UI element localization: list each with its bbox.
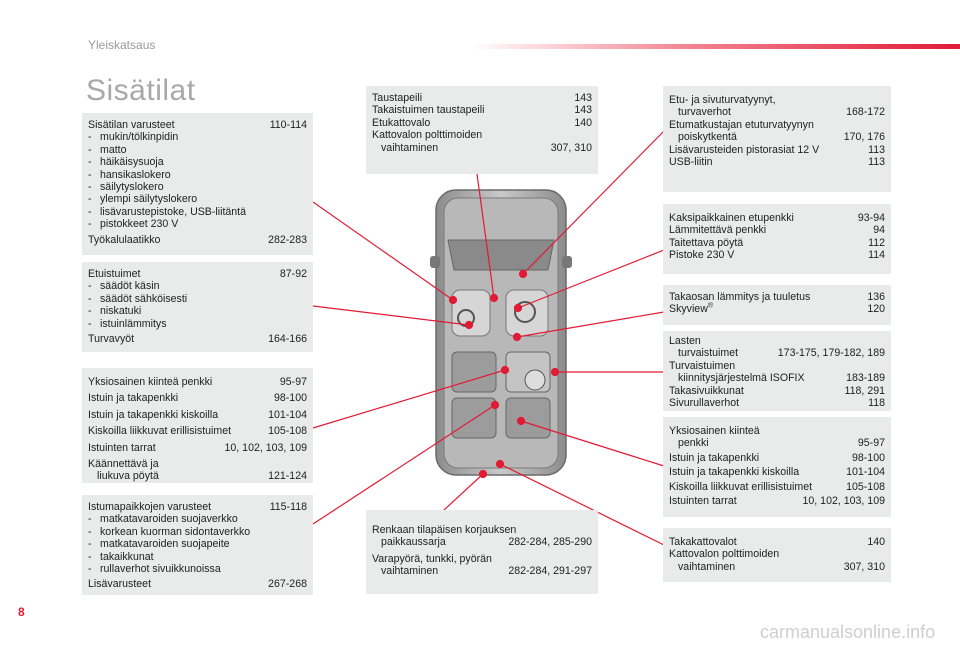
row-pages: 101-104 — [846, 466, 885, 479]
row-pages: 10, 102, 103, 109 — [224, 441, 307, 454]
airbags-box — [663, 86, 891, 192]
row-pages: 101-104 — [268, 408, 307, 421]
belts-pages: 164-166 — [268, 333, 307, 346]
row-label: Istuin ja takapenkki kiskoilla — [88, 408, 219, 421]
list-item: hansikaslokero — [100, 168, 171, 181]
row-label: kiinnitysjärjestelmä ISOFIX — [678, 372, 805, 385]
list-item: säädöt käsin — [100, 280, 160, 293]
callout-dot — [492, 402, 499, 409]
row-pages: 113 — [868, 156, 885, 169]
row-label: Taustapeili — [372, 92, 423, 104]
seating-equipment-title: Istumapaikkojen varusteet — [88, 501, 212, 513]
callout-dot — [520, 271, 527, 278]
row-label: Istuin ja takapenkki — [669, 451, 760, 464]
row-pages: 307, 310 — [550, 141, 592, 154]
row-pages: 143 — [574, 104, 592, 117]
row-label — [669, 303, 713, 315]
row-label: turvaistuimet — [678, 347, 739, 360]
row-pages: 136 — [867, 291, 885, 303]
row-label: Kaksipaikkainen etupenkki — [669, 212, 794, 224]
row-label: Istuin ja takapenkki kiskoilla — [669, 466, 800, 479]
row-label: Takasivuikkunat — [669, 384, 744, 397]
row-label: paikkaussarja — [381, 536, 446, 549]
row-label: vaihtaminen — [678, 560, 736, 573]
row-label: Varapyörä, tunkki, pyörän — [372, 552, 492, 565]
storage-title-pages: 110-114 — [269, 119, 307, 131]
mirrors-box — [366, 86, 598, 174]
row-pages: 113 — [868, 143, 885, 156]
bench-box — [663, 204, 891, 274]
child-seats-box — [663, 331, 891, 411]
row-label: Lisävarusteiden pistorasiat 12 V — [669, 143, 820, 156]
row-label: Istuinten tarrat — [669, 495, 737, 508]
row-label: Renkaan tilapäisen korjauksen — [372, 524, 517, 536]
storage-title: Sisätilan varusteet — [88, 119, 175, 131]
list-item: matkatavaroiden suojapeite — [100, 538, 230, 551]
row-pages: 118, 291 — [844, 384, 885, 397]
list-item: mukin/tölkinpidin — [100, 131, 179, 144]
row-pages: 267-268 — [268, 578, 307, 591]
skyview-label: Skyview — [669, 303, 708, 316]
row-label: Etu- ja sivuturvatyynyt, — [669, 94, 776, 106]
row-label: Kiskoilla liikkuvat erillisistuimet — [669, 480, 813, 493]
seating-equipment-box: Istumapaikkojen varusteet 115-118 - matkatavaroiden suojaverkko - korkean kuorman sidontaverkko - matkatavaroiden suojapeite - takaikkunat - rullaverhot sivuikkunoissa Lisävarusteet 267-268 — [82, 495, 313, 595]
row-pages: 98-100 — [274, 392, 307, 405]
row-label: Pistoke 230 V — [669, 249, 735, 262]
row-label: liukuva pöytä — [97, 470, 159, 483]
callout-dot — [491, 295, 498, 302]
belts-label: Turvavyöt — [88, 333, 135, 346]
row-pages: 140 — [867, 536, 885, 548]
heating-box — [663, 285, 891, 325]
callout-dot — [450, 297, 457, 304]
list-item: niskatuki — [100, 305, 142, 318]
registered-mark: ® — [707, 302, 714, 310]
row-pages: 95-97 — [857, 437, 885, 450]
list-item: rullaverhot sivuikkunoissa — [100, 563, 221, 576]
tools-pages: 282-283 — [268, 233, 307, 246]
row-label: Etukattovalo — [372, 116, 431, 129]
callout-dot — [514, 334, 521, 341]
row-label: Taitettava pöytä — [669, 236, 744, 249]
page-number: 8 — [18, 605, 25, 619]
row-pages: 173-175, 179-182, 189 — [777, 347, 885, 360]
row-label: Istuinten tarrat — [88, 441, 156, 454]
row-label: Lasten — [669, 335, 701, 347]
callout-dot — [502, 367, 509, 374]
callout-dot — [480, 471, 487, 478]
row-label: turvaverhot — [678, 106, 731, 119]
row-label: vaihtaminen — [381, 141, 439, 154]
row-label: Kattovalon polttimoiden — [669, 548, 780, 561]
rear-seats-right-box — [663, 417, 891, 517]
row-label: penkki — [678, 437, 709, 450]
storage-box: Sisätilan varusteet 110-114 - mukin/tölkinpidin - matto - häikäisysuoja - hansikaslokero - säilytyslokero - ylempi säilytyslokero - lisävarustepistoke, USB-liitäntä - pistokkeet 230 V Työkalulaatikko 282-283 — [82, 113, 313, 255]
row-label: Takaistuimen taustapeili — [372, 104, 485, 117]
front-seats-pages: 87-92 — [279, 268, 307, 280]
row-label: Istuin ja takapenkki — [88, 392, 179, 405]
row-label: Kiskoilla liikkuvat erillisistuimet — [88, 425, 232, 438]
front-seats-title: Etuistuimet — [88, 268, 141, 280]
row-label: Lisävarusteet — [88, 578, 152, 591]
rear-lights-box — [663, 528, 891, 582]
row-pages: 114 — [868, 249, 885, 262]
row-label: Yksiosainen kiinteä — [669, 425, 760, 437]
list-item: lisävarustepistoke, USB-liitäntä — [100, 205, 247, 218]
page-title: Sisätilat — [86, 74, 196, 107]
list-item: matkatavaroiden suojaverkko — [100, 513, 238, 526]
row-label: Takaosan lämmitys ja tuuletus — [669, 291, 811, 303]
callout-dot — [518, 418, 525, 425]
row-pages: 105-108 — [268, 425, 307, 438]
row-pages: 98-100 — [852, 451, 885, 464]
callout-dot — [497, 461, 504, 468]
list-item: matto — [100, 143, 127, 156]
rear-seats-box — [82, 368, 313, 483]
row-pages: 282-284, 285-290 — [508, 536, 592, 549]
row-pages: 168-172 — [846, 106, 885, 119]
list-item: korkean kuorman sidontaverkko — [100, 525, 251, 538]
list-item: takaikkunat — [100, 550, 154, 563]
row-label: Takakattovalot — [669, 536, 737, 548]
row-pages: 143 — [574, 92, 592, 104]
callout-dot — [466, 322, 473, 329]
tools-label: Työkalulaatikko — [88, 233, 161, 246]
row-label: Yksiosainen kiinteä penkki — [88, 376, 213, 388]
watermark: carmanualsonline.info — [760, 622, 936, 642]
callout-dot — [515, 305, 522, 312]
row-pages: 93-94 — [857, 212, 885, 224]
row-pages: 183-189 — [846, 372, 885, 385]
section-label: Yleiskatsaus — [88, 38, 156, 52]
row-label: Käännettävä ja — [88, 458, 159, 471]
row-label: Lämmitettävä penkki — [669, 224, 767, 237]
row-pages: 95-97 — [279, 376, 307, 388]
row-label: Kattovalon polttimoiden — [372, 129, 483, 142]
row-pages: 307, 310 — [843, 560, 885, 573]
list-item: säädöt sähköisesti — [100, 292, 188, 305]
row-pages: 282-284, 291-297 — [508, 565, 592, 578]
tyre-repair-box — [366, 510, 598, 594]
list-item: istuinlämmitys — [100, 317, 167, 330]
row-label: Etumatkustajan etuturvatyynyn — [669, 118, 814, 131]
row-label: Sivurullaverhot — [669, 397, 740, 410]
row-pages: 112 — [868, 236, 885, 249]
row-pages: 10, 102, 103, 109 — [802, 495, 885, 508]
list-item: häikäisysuoja — [100, 156, 164, 169]
row-pages: 105-108 — [846, 480, 885, 493]
row-pages: 170, 176 — [843, 131, 885, 144]
front-seats-box: Etuistuimet 87-92 - säädöt käsin - säädöt sähköisesti - niskatuki - istuinlämmitys Turvavyöt 164-166 — [82, 262, 313, 352]
row-label: USB-liitin — [669, 156, 713, 169]
row-pages: 94 — [873, 224, 885, 237]
list-item: pistokkeet 230 V — [100, 218, 179, 231]
row-label: poiskytkentä — [678, 131, 737, 144]
row-pages: 115-118 — [269, 501, 307, 513]
row-label: vaihtaminen — [381, 565, 439, 578]
row-pages: 140 — [574, 116, 592, 129]
list-item: ylempi säilytyslokero — [100, 193, 198, 206]
row-label: Turvaistuimen — [669, 359, 736, 372]
car-body — [430, 190, 572, 475]
row-pages: 118 — [868, 397, 885, 410]
row-pages: 121-124 — [268, 470, 307, 483]
list-item: säilytyslokero — [100, 181, 164, 194]
row-pages: 120 — [867, 303, 885, 316]
callout-dot — [552, 369, 559, 376]
